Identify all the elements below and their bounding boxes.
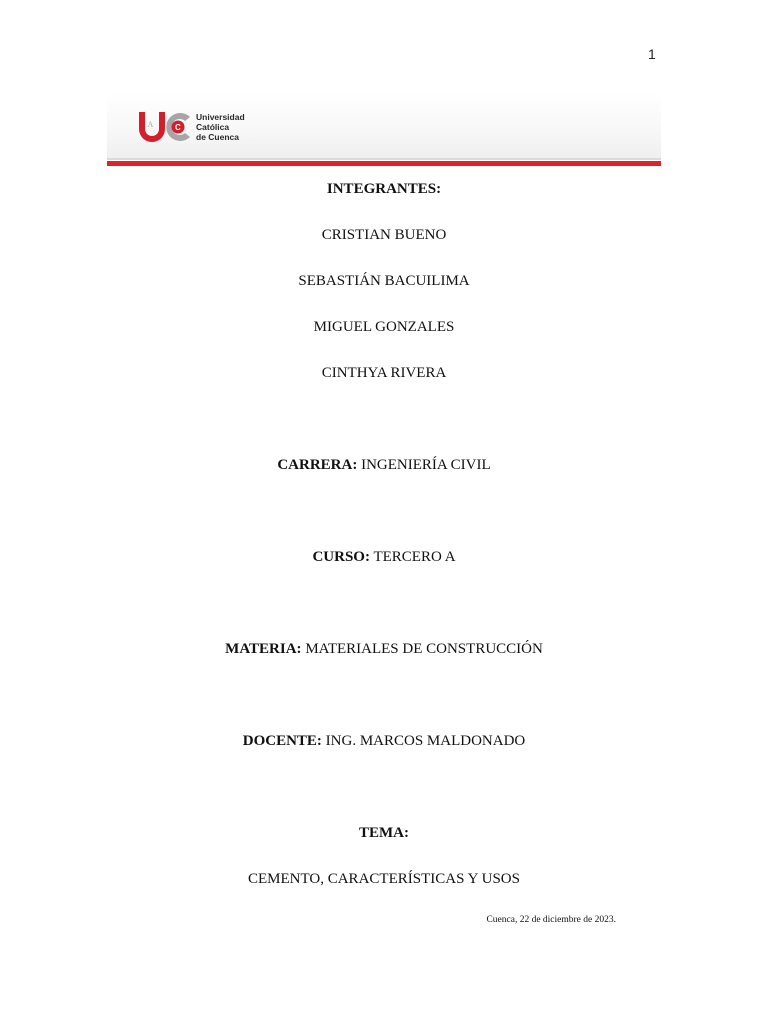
- curso-label: CURSO:: [312, 549, 370, 565]
- curso-value: TERCERO A: [373, 549, 456, 565]
- header-red-rule: [107, 161, 661, 166]
- member-1: CRISTIAN BUENO: [321, 227, 447, 243]
- date-footer: Cuenca, 22 de diciembre de 2023.: [486, 915, 616, 925]
- tema-value: CEMENTO, CARACTERÍSTICAS Y USOS: [248, 871, 520, 887]
- uc-logo-icon: [137, 109, 195, 145]
- svg-text:C: C: [175, 123, 181, 132]
- carrera-value: INGENIERÍA CIVIL: [361, 457, 491, 473]
- materia-value: MATERIALES DE CONSTRUCCIÓN: [305, 641, 543, 657]
- header-gray-rule: [107, 158, 661, 160]
- integrantes-heading: INTEGRANTES:: [326, 181, 442, 197]
- page-number: 1: [648, 46, 656, 62]
- docente-value: ING. MARCOS MALDONADO: [325, 733, 526, 749]
- logo-wordmark: [196, 112, 245, 142]
- member-3: MIGUEL GONZALES: [313, 319, 455, 335]
- logo-line-2: Católica: [196, 122, 230, 132]
- logo-line-3: de Cuenca: [196, 132, 239, 142]
- university-logo: [137, 109, 245, 145]
- member-2: SEBASTIÁN BACUILIMA: [298, 273, 470, 289]
- materia-label: MATERIA:: [225, 641, 302, 657]
- svg-text:A: A: [147, 120, 154, 129]
- logo-line-1: Universidad: [196, 112, 245, 122]
- docente-line: [0, 732, 768, 750]
- docente-label: DOCENTE:: [242, 733, 322, 749]
- tema-heading: TEMA:: [359, 825, 409, 841]
- materia-line: [0, 640, 768, 658]
- carrera-line: [0, 456, 768, 474]
- curso-line: [0, 548, 768, 566]
- member-4: CINTHYA RIVERA: [321, 365, 447, 381]
- carrera-label: CARRERA:: [277, 457, 358, 473]
